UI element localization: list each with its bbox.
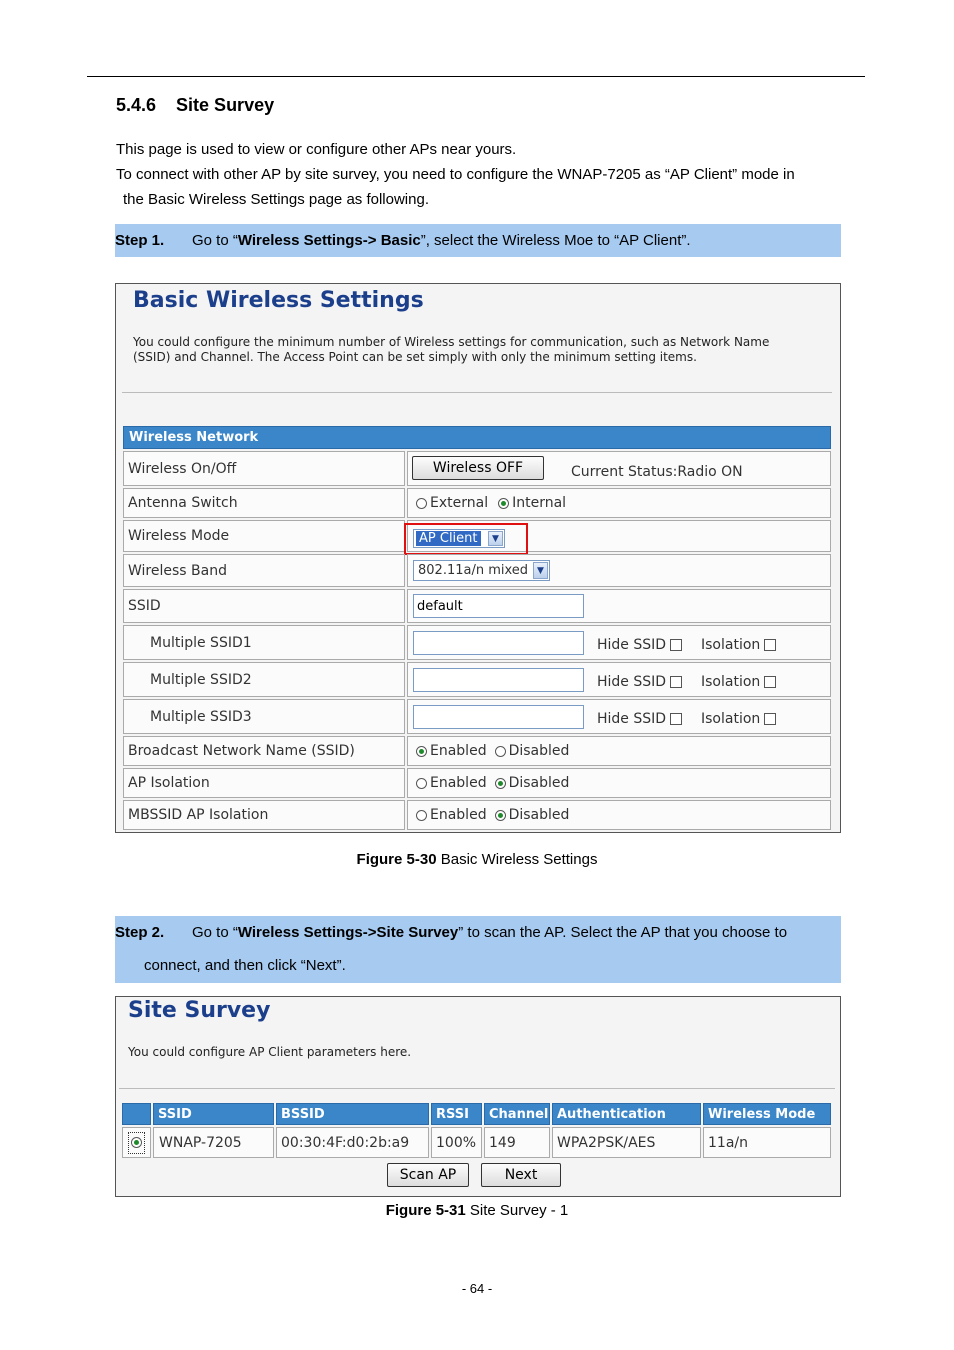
- antenna-external-label: External: [430, 495, 489, 511]
- section-number: 5.4.6: [116, 95, 157, 115]
- mbssid-disabled-radio[interactable]: [495, 810, 506, 821]
- hide-ssid2-label: Hide SSID: [597, 674, 667, 690]
- survey-separator: [119, 1088, 835, 1089]
- header-bssid: BSSID: [276, 1103, 429, 1125]
- intro-line-1: This page is used to view or configure other APs near yours.: [116, 141, 517, 158]
- cell-rssi-value: 100%: [431, 1127, 482, 1158]
- hide-ssid1-label: Hide SSID: [597, 637, 667, 653]
- step-1-post: ”, select the Wireless Moe to “AP Client”.: [420, 232, 691, 249]
- antenna-internal-label: Internal: [512, 495, 567, 511]
- label-multiple-ssid3: Multiple SSID3: [123, 699, 405, 734]
- chevron-down-icon: ▼: [488, 531, 503, 546]
- hide-ssid2-checkbox[interactable]: [670, 676, 682, 688]
- basic-separator: [122, 392, 832, 393]
- multiple-ssid3-input[interactable]: [413, 705, 584, 729]
- isolation3: [701, 711, 776, 727]
- step-1-bold: Wireless Settings-> Basic: [237, 232, 421, 249]
- figure-5-30-text: Basic Wireless Settings: [436, 851, 598, 868]
- cell-channel-value: 149: [484, 1127, 550, 1158]
- mbssid-enabled-label: Enabled: [430, 807, 487, 823]
- cell-multiple-ssid2: [407, 662, 831, 697]
- isolation3-checkbox[interactable]: [764, 713, 776, 725]
- hide-ssid1: [597, 637, 682, 653]
- step-2-label: Step 2.: [115, 924, 165, 941]
- chevron-down-icon: ▼: [533, 562, 548, 579]
- hide-ssid2: [597, 674, 682, 690]
- header-ssid: SSID: [153, 1103, 274, 1125]
- step-2-text: [192, 924, 787, 941]
- site-survey-figure: [115, 996, 841, 1197]
- cell-wireless-mode: [407, 520, 831, 552]
- label-ssid: SSID: [123, 589, 405, 623]
- scan-ap-button[interactable]: Scan AP: [387, 1163, 469, 1187]
- ap-select-radio[interactable]: [131, 1137, 142, 1148]
- page-number: - 64 -: [461, 1281, 493, 1296]
- label-multiple-ssid1: Multiple SSID1: [123, 625, 405, 660]
- figure-5-30-label: Figure 5-30: [356, 851, 437, 868]
- broadcast-enabled-radio[interactable]: [416, 746, 427, 757]
- intro-line-2: To connect with other AP by site survey, you need to configure the WNAP-7205 as “AP Client” mode in: [116, 166, 795, 183]
- step-1-label: Step 1.: [115, 232, 165, 249]
- hide-ssid1-checkbox[interactable]: [670, 639, 682, 651]
- wireless-band-value: 802.11a/n mixed: [418, 563, 529, 578]
- step-1-text: [192, 232, 691, 249]
- label-ap-isolation: AP Isolation: [123, 768, 405, 798]
- survey-title: Site Survey: [128, 998, 271, 1023]
- ap-isolation-enabled-radio[interactable]: [416, 778, 427, 789]
- isolation2-checkbox[interactable]: [764, 676, 776, 688]
- header-wireless-mode: Wireless Mode: [703, 1103, 831, 1125]
- cell-ssid-value: WNAP-7205: [153, 1127, 274, 1158]
- step-1-pre: Go to “: [192, 232, 238, 249]
- isolation1-label: Isolation: [701, 637, 761, 653]
- cell-multiple-ssid1: [407, 625, 831, 660]
- cell-wireless-onoff: [407, 451, 831, 486]
- radio-status: Current Status:Radio ON: [571, 464, 743, 480]
- isolation3-label: Isolation: [701, 711, 761, 727]
- header-rule: [87, 76, 865, 77]
- isolation2-label: Isolation: [701, 674, 761, 690]
- broadcast-disabled-label: Disabled: [508, 743, 570, 759]
- figure-5-30-caption: [115, 851, 839, 868]
- antenna-external-radio[interactable]: [416, 498, 427, 509]
- mbssid-disabled-label: Disabled: [508, 807, 570, 823]
- next-button[interactable]: Next: [481, 1163, 561, 1187]
- ssid-input[interactable]: default: [413, 594, 584, 618]
- mbssid-enabled-radio[interactable]: [416, 810, 427, 821]
- isolation2: [701, 674, 776, 690]
- hide-ssid3-label: Hide SSID: [597, 711, 667, 727]
- ap-isolation-enabled-label: Enabled: [430, 775, 487, 791]
- step-2-bold: Wireless Settings->Site Survey: [237, 924, 459, 941]
- cell-multiple-ssid3: [407, 699, 831, 734]
- figure-5-31-caption: [115, 1202, 839, 1219]
- figure-5-31-text: Site Survey - 1: [465, 1202, 569, 1219]
- cell-mode-value: 11a/n: [703, 1127, 831, 1158]
- cell-broadcast-ssid: [407, 736, 831, 766]
- ap-isolation-disabled-label: Disabled: [508, 775, 570, 791]
- section-heading: [116, 95, 274, 116]
- hide-ssid3: [597, 711, 682, 727]
- basic-title: Basic Wireless Settings: [133, 288, 424, 313]
- ap-select-focus: [128, 1132, 145, 1154]
- wireless-band-select[interactable]: [413, 560, 550, 581]
- basic-desc-2: (SSID) and Channel. The Access Point can be set simply with only the minimum setting items.: [133, 350, 697, 364]
- antenna-internal-radio[interactable]: [498, 498, 509, 509]
- intro-line-3: the Basic Wireless Settings page as following.: [123, 191, 429, 208]
- label-wireless-band: Wireless Band: [123, 554, 405, 587]
- section-title: Site Survey: [176, 95, 275, 115]
- step-2-line-2: connect, and then click “Next”.: [144, 957, 346, 974]
- wireless-network-header: Wireless Network: [123, 426, 831, 449]
- label-multiple-ssid2: Multiple SSID2: [123, 662, 405, 697]
- ap-isolation-disabled-radio[interactable]: [495, 778, 506, 789]
- cell-auth-value: WPA2PSK/AES: [552, 1127, 701, 1158]
- wireless-mode-select[interactable]: [413, 529, 505, 548]
- step-2-box: [115, 916, 841, 983]
- header-rssi: RSSI: [431, 1103, 482, 1125]
- multiple-ssid1-input[interactable]: [413, 631, 584, 655]
- label-broadcast-ssid: Broadcast Network Name (SSID): [123, 736, 405, 766]
- isolation1: [701, 637, 776, 653]
- label-mbssid-isolation: MBSSID AP Isolation: [123, 800, 405, 830]
- label-wireless-onoff: Wireless On/Off: [123, 451, 405, 486]
- figure-5-31-label: Figure 5-31: [385, 1202, 466, 1219]
- broadcast-enabled-label: Enabled: [430, 743, 487, 759]
- label-antenna-switch: Antenna Switch: [123, 488, 405, 518]
- hide-ssid3-checkbox[interactable]: [670, 713, 682, 725]
- header-channel: Channel: [484, 1103, 550, 1125]
- cell-mbssid-isolation: [407, 800, 831, 830]
- step-2-post: ” to scan the AP. Select the AP that you choose to: [458, 924, 788, 941]
- broadcast-disabled-radio[interactable]: [495, 746, 506, 757]
- basic-wireless-settings-figure: [115, 283, 841, 833]
- survey-desc: You could configure AP Client parameters here.: [128, 1045, 412, 1059]
- cell-select: [122, 1127, 151, 1158]
- cell-antenna-switch: [407, 488, 831, 518]
- multiple-ssid2-input[interactable]: [413, 668, 584, 692]
- header-select: [122, 1103, 151, 1125]
- step-1-box: [115, 224, 841, 257]
- basic-desc-1: You could configure the minimum number of Wireless settings for communication, such as Network Name: [133, 335, 770, 349]
- cell-wireless-band: [407, 554, 831, 587]
- label-wireless-mode: Wireless Mode: [123, 520, 405, 552]
- wireless-mode-value: AP Client: [416, 531, 481, 546]
- step-2-pre: Go to “: [192, 924, 238, 941]
- cell-ssid: [407, 589, 831, 623]
- cell-bssid-value: 00:30:4F:d0:2b:a9: [276, 1127, 429, 1158]
- wireless-off-button[interactable]: Wireless OFF: [412, 456, 544, 480]
- cell-ap-isolation: [407, 768, 831, 798]
- header-authentication: Authentication: [552, 1103, 701, 1125]
- isolation1-checkbox[interactable]: [764, 639, 776, 651]
